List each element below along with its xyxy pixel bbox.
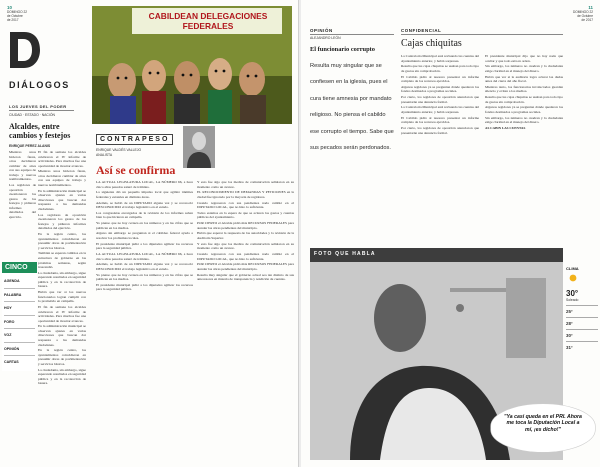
page-number: 10 [7, 5, 12, 10]
folio-date: DOMINGO 22 [573, 10, 594, 14]
column-headline: Alcaldes, entre cambios y festejos [9, 122, 71, 140]
paragraph: Mientras tanto, los funcionarios involucrados guardan silencio y evitan a los medios. [485, 84, 563, 94]
confidential-headline: Cajas chiquitas [401, 38, 462, 49]
confidential-col2 [485, 54, 563, 244]
paragraph: Yo pienso que no hay certeza en los números y en las cifras que se publican en los medios. [96, 221, 193, 230]
paragraph: La ciudadanía, sin embargo, sigue esperando resultados en seguridad pública y en la recolección de basura. [38, 270, 86, 289]
divider [9, 110, 74, 111]
paragraph: Los regidores de oposición cuestionaron los gastos de los festejos y pidieron informes detallados del ejercicio. [38, 212, 86, 231]
paragraph: Resulta que las cajas chiquitas se usaban para todo tipo de gastos sin comprobación. [485, 95, 563, 104]
side-index-item[interactable]: CARTAS [4, 360, 19, 364]
paragraph: El fin de semana los alcaldes celebraron el IV informe de actividades. Para muchos fue una oportunidad de mostrar avances. [38, 305, 86, 323]
weather-row: 30° [566, 329, 598, 341]
confidential-label: CONFIDENCIAL [401, 28, 442, 33]
main-headline: Así se confirma [96, 163, 176, 177]
paragraph: El Cabildo pidió al tesorero presentar un informe completo de los recursos ejercidos. [401, 74, 479, 84]
weather-row: 25° [566, 305, 598, 317]
weather-row: 31° [566, 341, 598, 353]
section-subtitle: LOS JUEVES DEL PODER [9, 104, 67, 109]
paragraph: Los regidores de oposición cuestionaron los gastos de los festejos y pidieron informes detallados del ejercicio. [9, 183, 36, 219]
paragraph: Mientras unos hicieron fiesta, otros decidieron cambiar de aires con sus equipos de trabajo y nuevos nombramientos. [9, 150, 36, 182]
paragraph: Resulta que las cajas chiquitas se usaban para todo tipo de gastos sin comprobación. [401, 64, 479, 73]
author-photo [183, 126, 215, 168]
paragraph: El presidente municipal dijo que no hay nada que ocultar y que todo está en orden. [485, 54, 563, 63]
paragraph: Resulta muy singular que el gobierno actual sea tan distinto de sus antecesores en materia de transparencia y rendición de cuentas. [197, 272, 294, 282]
left-page [0, 0, 299, 467]
folio-year: de 2017 [581, 18, 594, 22]
side-index-item[interactable]: VOZ [4, 329, 35, 343]
speech-bubble [491, 404, 595, 452]
paragraph: Algunos regidores ya se preguntan dónde quedaron los fondos destinados a programas sociales. [485, 105, 563, 114]
paragraph: En la región centro, los ayuntamientos coincidieron en presumir obras de pavimentación y servicios básicos. [38, 348, 86, 366]
paragraph: Habrá que esperar la respuesta de las autoridades y la revisión de la Auditoría Superior. [197, 231, 294, 240]
contrapeso-byline: ENRIQUE VALDÉS VALLEJO [96, 148, 142, 152]
side-index-item[interactable]: OPINIÓN [4, 343, 35, 357]
divider [401, 34, 563, 35]
editorial-cartoon [92, 6, 292, 124]
opinion-body [310, 58, 396, 238]
cartoon-title-line2: FEDERALES [182, 21, 234, 31]
paragraph: POR CIERTO el Alcalde pidió más RECURSOS FEDERALES para atender las obras pendientes del municipio. [197, 221, 294, 230]
right-folio [573, 6, 593, 22]
paragraph: Además, se habló de un DIPUTADO alguna vez y se reconoció DESCONOCIDO el trabajo legislativo en el estado. [96, 262, 193, 271]
paragraph: Sin embargo, los números no cuadran y la ciudadanía exige claridad en el manejo del dinero. [485, 115, 563, 125]
paragraph: Todos estamos en la espera de que se aclaren los gastos y cuentas públicas del ayuntamiento. [197, 210, 294, 220]
opinion-label: OPINIÓN [310, 28, 333, 33]
weather-temp: 30° [566, 289, 579, 298]
confidential-col1 [401, 54, 479, 244]
paragraph: En la administración municipal se observan ajustes en varias direcciones que buscan dar respuesta a las demandas ciudadanas. [38, 324, 86, 347]
paragraph: Y esto fue algo que los medios de comunicación señalaron en su momento como un avance. [197, 180, 294, 189]
paragraph: EL RECONOCIMIENTO DE DEMANDAS Y PETICIONES en la ciudad fue ignorado por la mayoría de regidores. [197, 190, 294, 199]
paragraph: El fin de semana los alcaldes celebraron el IV informe de actividades. Para muchos fue una oportunidad de mostrar avances. [38, 150, 86, 168]
paragraph: El presidente municipal pidió a los diputados agilizar los recursos para la seguridad pública. [96, 282, 193, 292]
column-body-left [9, 150, 36, 255]
section-title: DIÁLOGOS [9, 80, 70, 90]
opinion-byline: ALEJANDRO LEÓN [310, 36, 341, 40]
paragraph: Cuando regresaron con sus pendientes nada cambió en el DIPUTADO LOCAL, que no hizo lo suficiente. [197, 251, 294, 261]
opinion-headline: El funcionario corrupto [310, 46, 375, 53]
side-index-item[interactable]: AGENDA [4, 275, 35, 289]
paragraph: POR CIERTO el Alcalde pidió más RECURSOS FEDERALES para atender las obras pendientes del municipio. [197, 262, 294, 271]
sun-icon [566, 272, 580, 284]
paragraph: El presidente municipal pidió a los diputados agilizar los recursos para la seguridad pública. [96, 241, 193, 251]
paragraph: La Contraloría Municipal está revisando las cuentas del Ayuntamiento anterior, y habrá sorpresas. [401, 54, 479, 63]
paragraph: La siguiente dió un pequeño impulso local que agilizó trámites federales y estatales en distintas áreas. [96, 190, 193, 199]
page-number: 11 [588, 5, 594, 10]
folio-month: de Octubre [577, 14, 594, 18]
paragraph: Yo pienso que no hay certeza en los números y en las cifras que se publican en los medios. [96, 272, 193, 282]
side-index-item[interactable]: FORO [4, 316, 35, 330]
photo-label: FOTO QUE HABLA [310, 249, 380, 259]
paragraph: Y esto fue algo que los medios de comunicación señalaron en su momento como un avance. [197, 241, 294, 251]
opinion-paragraph: No piensa el cabildo ese corrupto el tiempo. Sabe que sus pecados serán perdonados. [310, 112, 394, 152]
paragraph: En la región centro, los ayuntamientos coincidieron en presumir obras de pavimentación y servicios básicos. [38, 232, 86, 250]
paragraph: Alguno sin embargo se preguntan si el cabildeo federal ayuda a resolver los problemas locales. [96, 231, 193, 240]
author-portrait-icon [183, 126, 215, 168]
speech-text: "Ya casi queda en el PRI. Ahora me toca la Diputación Local a mí, ¡es dicho!" [504, 414, 582, 433]
divider [310, 34, 394, 35]
weather-row: 28° [566, 317, 598, 329]
side-index-title: CINCO [2, 262, 37, 273]
paragraph: La ciudadanía, sin embargo, sigue esperando resultados en seguridad pública y en la recolección de basura. [38, 367, 86, 386]
folio-month: de Octubre [7, 14, 23, 18]
paragraph: Los congresistas encargados de la revisión de los informes saben bien lo que hicieron en campaña. [96, 210, 193, 220]
side-index [2, 262, 37, 371]
paragraph: Sin embargo, los números no cuadran y la ciudadanía exige claridad en el manejo del dinero. [485, 64, 563, 73]
folio-year: de 2017 [7, 18, 19, 22]
paragraph: Por cierto, los regidores de oposición anunciaron que presentarán una denuncia formal. [401, 95, 479, 104]
paragraph: Por cierto, los regidores de oposición anunciaron que presentarán una denuncia formal. [401, 125, 479, 135]
paragraph: La Contraloría Municipal está revisando las cuentas del Ayuntamiento anterior, y habrá sorpresas. [401, 105, 479, 114]
paragraph: En la administración municipal se observan ajustes en varias direcciones que buscan dar respuesta a las demandas ciudadanas. [38, 188, 86, 211]
side-index-item[interactable]: PALABRA [4, 289, 35, 303]
section-subtitle-2: CIUDAD · ESTADO · NACIÓN [9, 113, 55, 117]
column-body [38, 150, 86, 460]
paragraph: LA ACTUAL LEGISLATURA LOCAL, LA NÚMERO 66, a hace cinco años pasados saturó de trámites. [96, 180, 193, 189]
contrapeso-box [96, 128, 182, 157]
main-article-col1 [96, 180, 193, 462]
section-logo-d-icon [8, 30, 42, 70]
paragraph: LA ACTUAL LEGISLATURA LOCAL, LA NÚMERO 66, a hace cinco años pasados saturó de trámites. [96, 251, 193, 261]
paragraph: AS CABIN LAS CUENTAS [485, 125, 526, 130]
opinion-paragraph: Resulta muy singular que se confiesen en la iglesia, pues el cura tiene amnesia por mandato religioso. [310, 63, 392, 119]
cartoon-title-line1: CABILDEAN DELEGACIONES [148, 11, 268, 21]
contrapeso-label: CONTRAPESO [96, 134, 173, 145]
weather-label: CLIMA [566, 266, 579, 271]
paragraph: Además, se habló de un DIPUTADO alguna vez y se reconoció DESCONOCIDO el trabajo legislativo en el estado. [96, 200, 193, 210]
contrapeso-role: ANALISTA [96, 152, 113, 157]
column-byline: ENRIQUE PEREZ ALANIS [9, 144, 51, 148]
paragraph: Habrá que ver si los nuevos funcionarios logran cumplir con lo prometido en campaña. [38, 290, 86, 304]
main-article-col2 [197, 180, 294, 462]
paragraph: El Cabildo pidió al tesorero presentar un informe completo de los recursos ejercidos. [401, 115, 479, 125]
paragraph: Cuando regresaron con sus pendientes nada cambió en el DIPUTADO LOCAL, que no hizo lo suficiente. [197, 200, 294, 210]
side-index-item[interactable]: HOY [4, 302, 35, 316]
paragraph: También se esperan cambios en la estructura de gobierno en las próximas semanas, según trascendió. [38, 251, 86, 270]
paragraph: Algunos regidores ya se preguntan dónde quedaron los fondos destinados a programas sociales. [401, 84, 479, 94]
paragraph: Mientras unos hicieron fiesta, otros decidieron cambiar de aires con sus equipos de trabajo y nuevos nombramientos. [38, 169, 86, 188]
right-page [301, 0, 600, 467]
weather-box [566, 266, 598, 353]
weather-state: Soleado [566, 298, 579, 302]
folio-date: DOMINGO 22 [7, 10, 28, 14]
paragraph: Habrá que ver si la auditoría logra aclarar las dudas antes del cierre del año fiscal. [485, 74, 563, 84]
left-folio [7, 6, 27, 22]
